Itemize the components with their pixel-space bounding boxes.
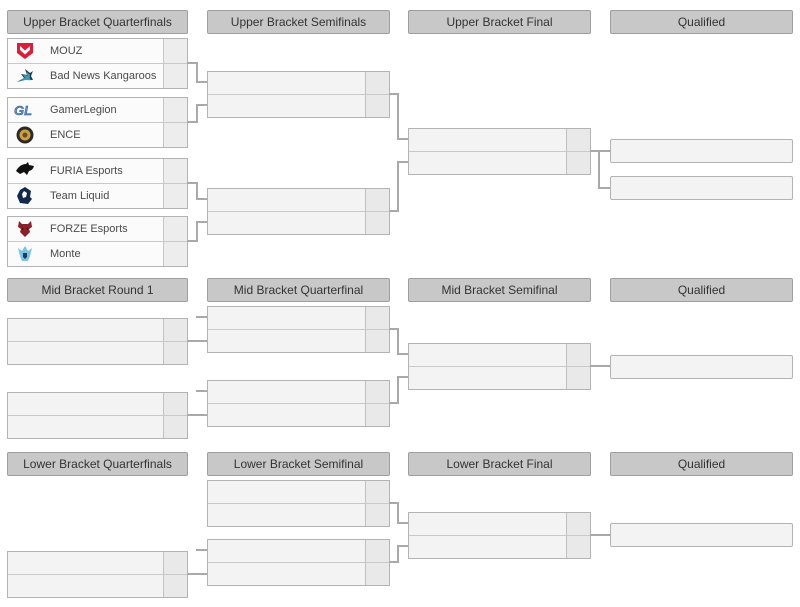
empty-slot <box>208 307 389 330</box>
empty-slot <box>409 129 590 152</box>
empty-slot <box>409 152 590 174</box>
round-header-upper-semifinals: Upper Bracket Semifinals <box>207 10 390 34</box>
connector-line <box>397 161 399 212</box>
connector-line <box>196 104 207 106</box>
connector-line <box>590 534 610 536</box>
score-cell <box>365 212 389 234</box>
connector-line <box>187 340 207 342</box>
round-header-upper-final: Upper Bracket Final <box>408 10 591 34</box>
match-upper-qf2 <box>7 97 188 148</box>
score-cell <box>365 404 389 426</box>
team-row-monte[interactable] <box>8 242 187 266</box>
score-cell <box>163 319 187 341</box>
score-cell <box>566 152 590 174</box>
empty-slot <box>409 536 590 558</box>
connector-line <box>397 376 399 404</box>
score-cell <box>163 342 187 364</box>
score-cell <box>365 563 389 585</box>
score-cell <box>163 575 187 597</box>
empty-slot <box>208 404 389 426</box>
forze-logo-icon <box>14 219 36 239</box>
score-cell <box>365 481 389 503</box>
empty-slot <box>208 72 389 95</box>
team-name: Bad News Kangaroos <box>50 70 157 82</box>
score-cell <box>365 95 389 117</box>
score-cell <box>365 381 389 403</box>
empty-slot <box>8 393 187 416</box>
score-cell <box>163 64 187 88</box>
connector-stub-line <box>196 390 207 392</box>
empty-slot <box>208 504 389 526</box>
score-cell <box>163 184 187 208</box>
empty-slot <box>208 212 389 234</box>
furia-logo-icon <box>14 161 36 181</box>
score-cell <box>566 129 590 151</box>
connector-stub-line <box>196 549 207 551</box>
score-cell <box>566 344 590 366</box>
match-mid-qf2 <box>207 380 390 427</box>
connector-line <box>397 376 408 378</box>
match-upper-qf3 <box>7 158 188 209</box>
match-mid-r1-2 <box>7 392 188 439</box>
team-row-team-liquid[interactable] <box>8 184 187 208</box>
empty-slot <box>409 513 590 536</box>
connector-line <box>196 221 198 242</box>
match-upper-final <box>408 128 591 175</box>
ence-logo-icon <box>14 125 36 145</box>
team-row-gamerlegion[interactable] <box>8 98 187 123</box>
score-cell <box>163 159 187 183</box>
qualified-slot-upper-2 <box>610 176 793 200</box>
score-cell <box>163 242 187 266</box>
score-cell <box>365 540 389 562</box>
team-liquid-logo-icon <box>14 186 36 206</box>
score-cell <box>163 123 187 147</box>
empty-slot <box>409 344 590 367</box>
round-header-upper-qualified: Qualified <box>610 10 793 34</box>
team-name: FORZE Esports <box>50 223 128 235</box>
team-row-furia[interactable] <box>8 159 187 184</box>
connector-line <box>598 187 610 189</box>
empty-slot <box>8 575 187 597</box>
match-mid-semifinal <box>408 343 591 390</box>
connector-line <box>397 138 408 140</box>
score-cell <box>365 330 389 352</box>
score-cell <box>163 39 187 63</box>
svg-text:GL: GL <box>14 103 33 118</box>
empty-slot <box>208 481 389 504</box>
team-row-bad-news-kangaroos[interactable] <box>8 64 187 88</box>
empty-slot <box>8 416 187 438</box>
qualified-slot-mid <box>610 355 793 379</box>
connector-line <box>598 150 600 189</box>
connector-line <box>397 161 408 163</box>
connector-line <box>397 328 399 355</box>
match-upper-qf4 <box>7 216 188 267</box>
empty-slot <box>8 342 187 364</box>
round-header-lower-semifinal: Lower Bracket Semifinal <box>207 452 390 476</box>
score-cell <box>365 189 389 211</box>
round-header-mid-quarterfinal: Mid Bracket Quarterfinal <box>207 278 390 302</box>
gamerlegion-logo-icon <box>14 100 36 120</box>
score-cell <box>566 536 590 558</box>
score-cell <box>365 504 389 526</box>
connector-line <box>187 573 207 575</box>
round-header-lower-final: Lower Bracket Final <box>408 452 591 476</box>
empty-slot <box>8 319 187 342</box>
connector-line <box>397 93 399 140</box>
score-cell <box>163 552 187 574</box>
score-cell <box>566 513 590 535</box>
round-header-mid-qualified: Qualified <box>610 278 793 302</box>
team-row-mouz[interactable] <box>8 39 187 64</box>
match-lower-qf1 <box>7 551 188 598</box>
connector-line <box>397 545 399 563</box>
connector-line <box>590 365 610 367</box>
connector-line <box>187 414 207 416</box>
team-row-ence[interactable] <box>8 123 187 147</box>
empty-slot <box>208 563 389 585</box>
score-cell <box>163 393 187 415</box>
bad-news-kangaroos-logo-icon <box>14 66 36 86</box>
connector-line <box>196 198 207 200</box>
connector-line <box>196 104 198 123</box>
connector-line <box>397 502 399 524</box>
match-lower-sf2 <box>207 539 390 586</box>
round-header-lower-quarterfinals: Lower Bracket Quarterfinals <box>7 452 188 476</box>
round-header-upper-quarterfinals: Upper Bracket Quarterfinals <box>7 10 188 34</box>
round-header-lower-qualified: Qualified <box>610 452 793 476</box>
match-lower-sf1 <box>207 480 390 527</box>
empty-slot <box>208 189 389 212</box>
team-row-forze[interactable] <box>8 217 187 242</box>
empty-slot <box>208 330 389 352</box>
connector-line <box>196 221 207 223</box>
match-mid-qf1 <box>207 306 390 353</box>
match-upper-sf2 <box>207 188 390 235</box>
team-name: MOUZ <box>50 45 83 57</box>
monte-logo-icon <box>14 244 36 264</box>
mouz-logo-icon <box>14 41 36 61</box>
connector-line <box>397 522 408 524</box>
empty-slot <box>208 95 389 117</box>
empty-slot <box>409 367 590 389</box>
score-cell <box>163 217 187 241</box>
qualified-slot-upper-1 <box>610 139 793 163</box>
team-name: Team Liquid <box>50 190 110 202</box>
empty-slot <box>208 540 389 563</box>
match-lower-final <box>408 512 591 559</box>
round-header-mid-round1: Mid Bracket Round 1 <box>7 278 188 302</box>
score-cell <box>365 307 389 329</box>
round-header-mid-semifinal: Mid Bracket Semifinal <box>408 278 591 302</box>
connector-line <box>397 353 408 355</box>
score-cell <box>566 367 590 389</box>
connector-line <box>397 545 408 547</box>
score-cell <box>163 416 187 438</box>
team-name: GamerLegion <box>50 104 117 116</box>
match-upper-qf1 <box>7 38 188 89</box>
team-name: ENCE <box>50 129 81 141</box>
connector-line <box>196 62 198 83</box>
connector-line <box>196 81 207 83</box>
team-name: FURIA Esports <box>50 165 123 177</box>
empty-slot <box>208 381 389 404</box>
score-cell <box>365 72 389 94</box>
connector-line <box>590 150 610 152</box>
score-cell <box>163 98 187 122</box>
match-mid-r1-1 <box>7 318 188 365</box>
connector-stub-line <box>196 316 207 318</box>
empty-slot <box>8 552 187 575</box>
qualified-slot-lower <box>610 523 793 547</box>
team-name: Monte <box>50 248 81 260</box>
match-upper-sf1 <box>207 71 390 118</box>
